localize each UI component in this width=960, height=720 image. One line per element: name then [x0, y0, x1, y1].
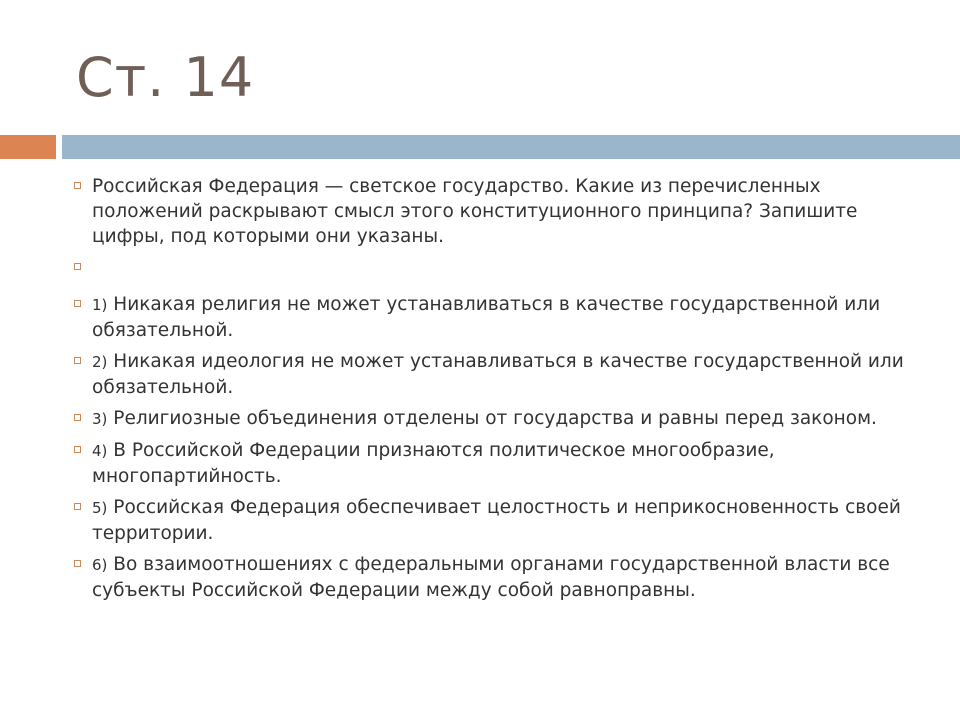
slide-title: Ст. 14 [76, 46, 255, 109]
square-bullet-icon [74, 263, 81, 270]
list-item-empty [74, 255, 924, 280]
option-text: Никакая религия не может устанавливаться в качестве государственной или обязательной. [92, 294, 881, 341]
list-item-option-6 [74, 552, 924, 603]
list-item-option-1 [74, 292, 924, 343]
content-list [74, 174, 924, 609]
square-bullet-icon [74, 446, 81, 453]
option-text: В Российской Федерации признаются политическое многообразие, многопартийность. [92, 440, 775, 487]
square-bullet-icon [74, 182, 81, 189]
list-item-intro [74, 174, 924, 249]
list-item-option-3 [74, 406, 924, 432]
option-number: 2) [92, 353, 108, 371]
option-text: Во взаимоотношениях с федеральными органами государственной власти все субъекты Российской Федерации между собой равноправны. [92, 554, 890, 601]
list-item-option-5 [74, 495, 924, 546]
square-bullet-icon [74, 503, 81, 510]
accent-bar-orange [0, 135, 56, 159]
accent-bar-blue [62, 135, 960, 159]
option-text: Никакая идеология не может устанавливаться в качестве государственной или обязательной. [92, 351, 904, 398]
list-item-option-2 [74, 349, 924, 400]
square-bullet-icon [74, 560, 81, 567]
option-text: Российская Федерация обеспечивает целостность и неприкосновенность своей территории. [92, 497, 901, 544]
square-bullet-icon [74, 414, 81, 421]
list-item-option-4 [74, 438, 924, 489]
option-number: 6) [92, 556, 108, 574]
square-bullet-icon [74, 300, 81, 307]
option-number: 4) [92, 442, 108, 460]
option-number: 1) [92, 296, 108, 314]
option-number: 3) [92, 410, 108, 428]
intro-text: Российская Федерация — светское государство. Какие из перечисленных положений раскрывают смысл этого конституционного принципа? Запишите цифры, под которыми они указаны. [92, 176, 858, 247]
option-number: 5) [92, 499, 108, 517]
option-text: Религиозные объединения отделены от государства и равны перед законом. [107, 408, 877, 429]
square-bullet-icon [74, 357, 81, 364]
